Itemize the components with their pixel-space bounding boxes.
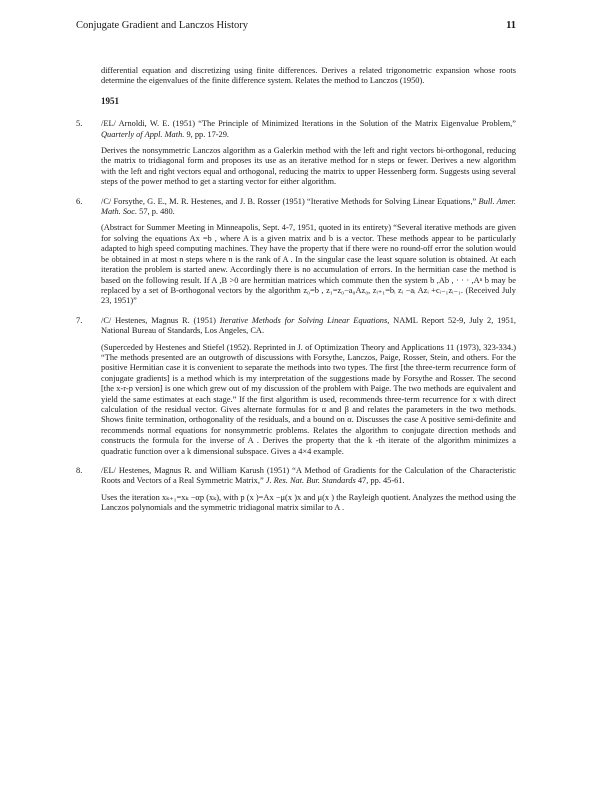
entry-number: 5. bbox=[76, 119, 83, 129]
year-heading: 1951 bbox=[101, 95, 119, 106]
annotation-text: (Abstract for Summer Meeting in Minneapolis, Sept. 4-7, 1951, quoted in its entirety) “Several iterative methods are given for solving the equations Ax =b , where A is a given matrix and b is a vector. These methods appear to be particularly adapted to high speed computing machines. They have the property that if there were no round-off error the solution would be obtained in at most n steps where n is the rank of A . In the singular case the least square solution is obtained. At each iteration the problem is started anew. Accordingly there is no accumulation of errors. In the hermitian case the method is based on the following result. If A ,B >0 are hermitian matrices which commute then the system b ,Ab , · · · ,Aⁿ b may be replaced by a set of B-orthogonal vectors by the algorithm z₀=b , z₁=z₀−a₀Az₀, zᵢ₊₁=bᵢ zᵢ −aᵢ Azᵢ +cᵢ₋₁zᵢ₋₁. (Received July 23, 1951)” bbox=[101, 223, 516, 306]
entry-annotation bbox=[101, 493, 516, 514]
citation-details: NAML Report 52-9, July 2, 1951, National Bureau of Standards, Los Angeles, CA. bbox=[101, 315, 516, 336]
entry-number: 8. bbox=[76, 466, 83, 475]
entry-citation bbox=[101, 119, 516, 140]
entry-number: 7. bbox=[76, 315, 83, 325]
entry-annotation bbox=[101, 223, 516, 306]
entry-citation bbox=[101, 316, 516, 337]
report-title: Iterative Methods for Solving Linear Equations, bbox=[219, 315, 390, 325]
bibliography-entry bbox=[76, 197, 516, 307]
citation-details: 9, pp. 17-29. bbox=[184, 129, 230, 139]
citation-text: /EL/ Arnoldi, W. E. (1951) “The Principle of Minimized Iterations in the Solution of the Matrix Eigenvalue Problem,” bbox=[101, 119, 516, 129]
entry-annotation bbox=[101, 146, 516, 188]
citation-details: 57, p. 480. bbox=[137, 207, 175, 217]
bibliography-entry bbox=[76, 466, 516, 514]
continued-annotation bbox=[101, 66, 516, 87]
citation-text: /C/ Hestenes, Magnus R. (1951) bbox=[101, 315, 220, 325]
entry-citation bbox=[101, 197, 516, 218]
bibliography-entry bbox=[76, 119, 516, 187]
annotation-text: (Superceded by Hestenes and Stiefel (1952). Reprinted in J. of Optimization Theory and Applications 11 (1973), 323-334.) “The methods presented are an outgrowth of discussions with Forsythe, Lanczos, Paige, Rosser, Stein, and others. For the positive Hermitian case it is convenient to separate the methods into two types. The first [the three-term recurrence form of conjugate gradients] is a method which is my interpretation of the suggestions made by Forsythe and Rosser. The second [the x-r-p version] is one which grew out of my discussion of the problem with Paige. The two methods are equivalent and yield the same estimates at each stage.” If the first algorithm is used, recommends three-term recurrence for x with direct calculation of the residual vector. Gives alternate formulas for α and β and relates the parameters in the two methods. Shows finite termination, orthogonality of the residuals, and a bound on α. Discusses the case A positive semi-definite and recommends normal equations for nonsymmetric problems. Relates the algorithm to conjugate direction methods and constructs the formula for the inverse of A . Derives the property that the k -th iterate of the algorithm minimizes a quadratic function over a k dimensional subspace. Gives a 4×4 example. bbox=[101, 342, 516, 456]
citation-details: 47, pp. 45-61. bbox=[355, 476, 405, 486]
entry-annotation bbox=[101, 343, 516, 457]
bibliography-entry bbox=[76, 316, 516, 457]
journal-name: Quarterly of Appl. Math. bbox=[101, 129, 185, 139]
running-title: Conjugate Gradient and Lanczos History bbox=[76, 20, 249, 31]
entry-citation bbox=[101, 466, 516, 487]
continued-annotation-text: differential equation and discretizing using finite differences. Derives a related trigonometric expansion whose roots determine the eigenvalues of the finite difference system. Relates the method to Lanczos (1950). bbox=[101, 66, 516, 86]
journal-name: J. Res. Nat. Bur. Standards bbox=[265, 476, 356, 486]
citation-text: /EL/ Hestenes, Magnus R. and William Karush (1951) “A Method of Gradients for the Calculation of the Characteristic Roots and Vectors of a Real Symmetric Matrix,” bbox=[101, 466, 516, 486]
entry-number: 6. bbox=[76, 196, 83, 206]
annotation-text: Derives the nonsymmetric Lanczos algorithm as a Galerkin method with the left and right vectors bi-orthogonal, reducing the matrix to tridiagonal form and proposes its use as an iterative method for n steps or fewer. Derives a new algorithm with the left and right vectors equal and orthogonal, reducing the matrix to upper Hessenberg form. Suggests using several steps of the power method to get a starting vector for either algorithm. bbox=[101, 146, 516, 187]
document-body bbox=[76, 66, 516, 523]
journal-name: Bull. Amer. Math. Soc. bbox=[101, 196, 516, 217]
citation-text: /C/ Forsythe, G. E., M. R. Hestenes, and J. B. Rosser (1951) “Iterative Methods for Solving Linear Equations,” bbox=[101, 196, 479, 206]
annotation-text: Uses the iteration xₖ₊₁=xₖ −αp (xₖ), with p (x )=Ax −μ(x )x and μ(x ) the Rayleigh quotient. Analyzes the method using the Lanczos polynomials and the symmetric tridiagonal matrix similar to A . bbox=[101, 492, 516, 513]
page-number: 11 bbox=[506, 20, 516, 31]
